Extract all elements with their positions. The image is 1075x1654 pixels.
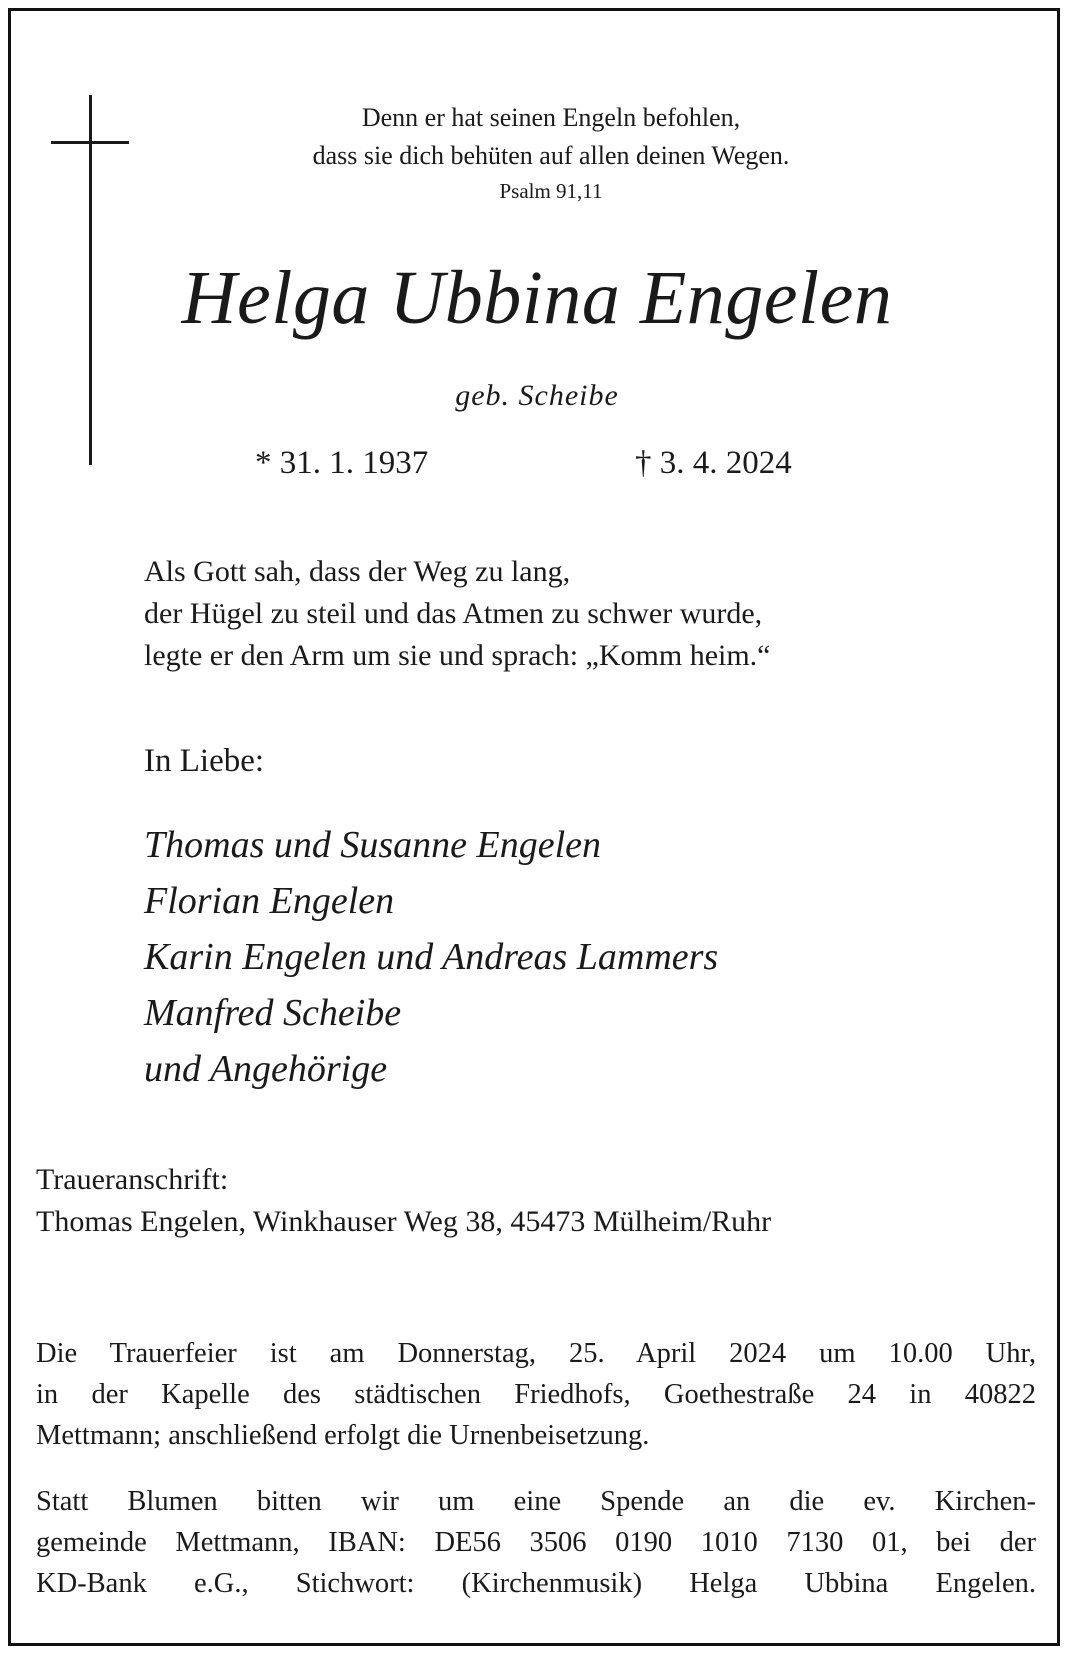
mourner-name: Karin Engelen und Andreas Lammers (144, 936, 719, 978)
donation-line: Statt Blumen bitten wir um eine Spende an die ev. Kirchen- (36, 1486, 1036, 1517)
obituary-card (8, 8, 1060, 1646)
ceremony-line: in der Kapelle des städtischen Friedhofs, Goethestraße 24 in 40822 (36, 1379, 1036, 1410)
mourner-name: Thomas und Susanne Engelen (144, 824, 602, 866)
bible-verse-line: Denn er hat seinen Engeln befohlen, (361, 103, 741, 132)
maiden-name: geb. Scheibe (455, 379, 619, 412)
poem-line: Als Gott sah, dass der Weg zu lang, (144, 555, 571, 588)
birth-date: * 31. 1. 1937 (255, 445, 429, 481)
donation-line: KD-Bank e.G., Stichwort: (Kirchenmusik) Helga Ubbina Engelen. (36, 1568, 1036, 1599)
poem-line: legte er den Arm um sie und sprach: „Komm heim.“ (144, 639, 771, 672)
bible-verse-line: dass sie dich behüten auf allen deinen Wegen. (312, 141, 790, 170)
mourner-name: und Angehörige (144, 1048, 388, 1090)
ceremony-notice (36, 1333, 1036, 1456)
donation-line: gemeinde Mettmann, IBAN: DE56 3506 0190 1010 7130 01, bei der (36, 1527, 1036, 1558)
bible-verse (131, 99, 971, 175)
ceremony-line: Die Trauerfeier ist am Donnerstag, 25. April 2024 um 10.00 Uhr, (36, 1338, 1036, 1369)
mourning-address (36, 1159, 771, 1243)
mourning-address-label: Traueranschrift: (36, 1163, 229, 1196)
mourning-address-text: Thomas Engelen, Winkhauser Weg 38, 45473 Mülheim/Ruhr (36, 1205, 772, 1238)
donation-notice (36, 1481, 1036, 1604)
mourner-name: Manfred Scheibe (144, 992, 402, 1034)
bible-verse-source: Psalm 91,11 (499, 179, 603, 203)
ceremony-line: Mettmann; anschließend erfolgt die Urnenbeisetzung. (36, 1420, 650, 1451)
farewell-heading: In Liebe: (144, 743, 265, 779)
mourner-name: Florian Engelen (144, 880, 395, 922)
poem (144, 551, 771, 677)
death-date: † 3. 4. 2024 (635, 445, 792, 481)
mourners-list (144, 817, 718, 1097)
deceased-name: Helga Ubbina Engelen (181, 256, 893, 340)
poem-line: der Hügel zu steil und das Atmen zu schwer wurde, (144, 597, 763, 630)
cross-horizontal-bar (51, 141, 129, 144)
